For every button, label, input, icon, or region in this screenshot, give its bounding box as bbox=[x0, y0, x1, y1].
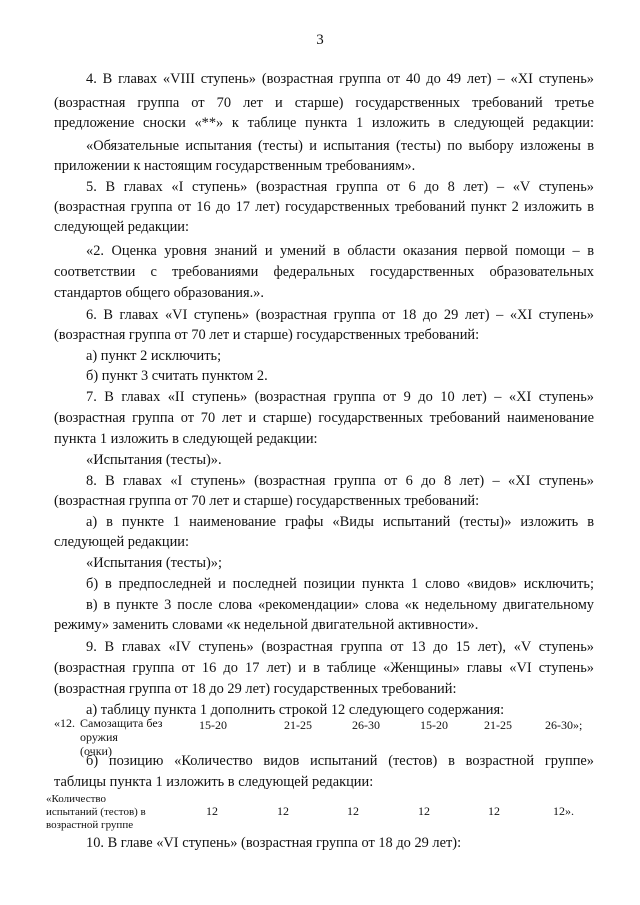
row-name: оружия bbox=[80, 730, 118, 744]
text-line: (возрастная группа от 16 до 17 лет) государственных требований пункт 2 изложить в bbox=[54, 199, 594, 215]
text-line: 8. В главах «I ступень» (возрастная группа от 6 до 8 лет) – «XI ступень» bbox=[86, 473, 594, 489]
text-line: «Испытания (тесты)». bbox=[86, 452, 222, 468]
row-number: «12. bbox=[54, 716, 75, 730]
text-line: предложение сноски «**» к таблице пункта 1 изложить в следующей редакции: bbox=[54, 115, 594, 131]
text-line: а) пункт 2 исключить; bbox=[86, 348, 222, 364]
text-line: следующей редакции: bbox=[54, 534, 189, 550]
table-cell: 21-25 bbox=[484, 718, 512, 732]
text-line: «Испытания (тесты)»; bbox=[86, 555, 222, 571]
text-line: (возрастная группа от 70 лет и старше) государственных требований: bbox=[54, 493, 480, 509]
text-line: 10. В главе «VI ступень» (возрастная группа от 18 до 29 лет): bbox=[86, 835, 462, 851]
text-line: таблицы пункта 1 изложить в следующей редакции: bbox=[54, 774, 374, 790]
row-name: (очки) bbox=[80, 744, 112, 758]
table-cell: 12 bbox=[277, 804, 289, 818]
text-line: 4. В главах «VIII ступень» (возрастная группа от 40 до 49 лет) – «XI ступень» bbox=[86, 71, 594, 87]
text-line: 9. В главах «IV ступень» (возрастная группа от 13 до 15 лет), «V ступень» bbox=[86, 639, 594, 655]
text-line: приложении к настоящим государственным требованиям». bbox=[54, 158, 416, 174]
text-line: (возрастная группа от 70 лет и старше) государственных требований: bbox=[54, 327, 480, 343]
page-number: 3 bbox=[316, 32, 324, 48]
row-label: испытаний (тестов) в bbox=[46, 806, 146, 818]
text-line: (возрастная группа от 18 до 29 лет) государственных требований: bbox=[54, 681, 457, 697]
table-cell: 12 bbox=[347, 804, 359, 818]
table-cell: 26-30 bbox=[352, 718, 380, 732]
text-line: 6. В главах «VI ступень» (возрастная группа от 18 до 29 лет) – «XI ступень» bbox=[86, 307, 594, 323]
table-cell: 15-20 bbox=[199, 718, 227, 732]
text-line: а) в пункте 1 наименование графы «Виды испытаний (тесты)» изложить в bbox=[86, 514, 594, 530]
text-line: (возрастная группа от 16 до 17 лет) и в таблице «Женщины» главы «VI ступень» bbox=[54, 660, 594, 676]
row-name: Самозащита без bbox=[80, 716, 163, 730]
text-line: «Обязательные испытания (тесты) и испытания (тесты) по выбору изложены в bbox=[86, 138, 594, 154]
table-cell: 12 bbox=[206, 804, 218, 818]
table-cell: 12 bbox=[488, 804, 500, 818]
text-line: (возрастная группа от 70 лет и старше) государственных требований наименование bbox=[54, 410, 594, 426]
text-line: б) в предпоследней и последней позиции пункта 1 слово «видов» исключить; bbox=[86, 576, 594, 592]
table-cell: 26-30»; bbox=[545, 718, 583, 732]
text-line: б) пункт 3 считать пунктом 2. bbox=[86, 368, 268, 384]
table-cell: 12». bbox=[553, 804, 574, 818]
row-label: возрастной группе bbox=[46, 819, 134, 831]
table-cell: 21-25 bbox=[284, 718, 312, 732]
text-line: (возрастная группа от 70 лет и старше) государственных требований третье bbox=[54, 95, 594, 111]
text-line: соответствии с требованиями федеральных государственных образовательных bbox=[54, 264, 594, 280]
row-label: «Количество bbox=[46, 793, 107, 805]
text-line: 7. В главах «II ступень» (возрастная группа от 9 до 10 лет) – «XI ступень» bbox=[86, 389, 594, 405]
text-line: б) позицию «Количество видов испытаний (тестов) в возрастной группе» bbox=[86, 753, 594, 769]
table-cell: 15-20 bbox=[420, 718, 448, 732]
text-line: стандартов общего образования.». bbox=[54, 285, 264, 301]
text-line: пункта 1 изложить в следующей редакции: bbox=[54, 431, 318, 447]
text-line: следующей редакции: bbox=[54, 219, 189, 235]
text-line: «2. Оценка уровня знаний и умений в области оказания первой помощи – в bbox=[86, 243, 594, 259]
text-line: режиму» заменить словами «к недельной двигательной активности». bbox=[54, 617, 479, 633]
table-cell: 12 bbox=[418, 804, 430, 818]
text-line: 5. В главах «I ступень» (возрастная группа от 6 до 8 лет) – «V ступень» bbox=[86, 179, 594, 195]
text-line: а) таблицу пункта 1 дополнить строкой 12 следующего содержания: bbox=[86, 702, 505, 718]
text-line: в) в пункте 3 после слова «рекомендации» слова «к недельному двигательному bbox=[86, 597, 594, 613]
